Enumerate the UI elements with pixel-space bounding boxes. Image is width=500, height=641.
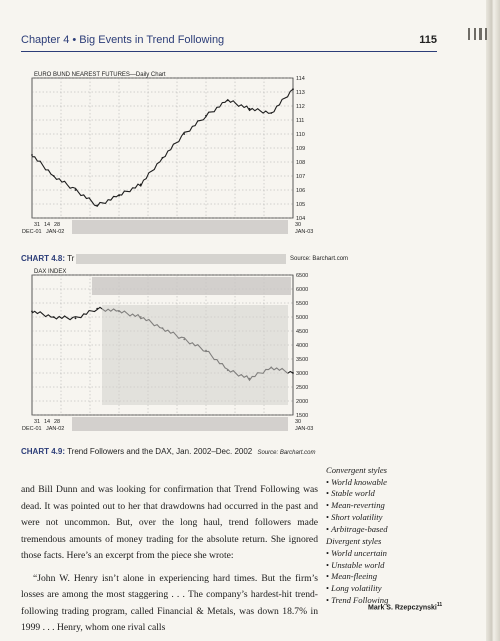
chart-4-9-caption <box>21 447 316 456</box>
data-point <box>292 88 294 90</box>
obscured-caption-text <box>76 254 286 264</box>
divergent-styles-title: Divergent styles <box>326 536 382 547</box>
data-point <box>162 157 164 159</box>
running-head <box>21 34 437 52</box>
x-tick-label: 30 <box>295 222 302 228</box>
list-item: • Mean-fleeing <box>326 571 446 583</box>
x-tick-label: 28 <box>54 419 61 425</box>
y-tick-label: 112 <box>296 104 305 110</box>
chart-4-9-source: Source: Barchart.com <box>257 450 316 456</box>
y-tick-label: 4000 <box>296 343 309 349</box>
y-tick-label: 113 <box>296 90 305 96</box>
data-point <box>31 311 33 313</box>
header-rule <box>21 51 437 52</box>
x-tick-label: 14 <box>44 222 51 228</box>
chart-4-8-caption <box>21 254 74 263</box>
y-tick-label: 3500 <box>296 357 309 363</box>
y-tick-label: 1500 <box>296 413 309 419</box>
margin-sidebar <box>326 465 446 607</box>
x-tick-label: JAN-02 <box>46 229 65 235</box>
chart-title: EURO BUND NEAREST FUTURES—Daily Chart <box>34 72 166 78</box>
euro-bund-chart <box>18 70 328 245</box>
data-point <box>31 154 33 156</box>
data-point <box>183 133 185 135</box>
body-text <box>21 482 318 637</box>
x-tick-label: 31 <box>34 222 41 228</box>
x-tick-label: 31 <box>34 419 41 425</box>
chart-4-8-title: Tr <box>67 254 75 263</box>
data-point <box>292 372 294 374</box>
data-point <box>53 175 55 177</box>
running-title: Chapter 4 • Big Events in Trend Following <box>21 34 225 46</box>
list-item: • Long volatility <box>326 583 446 595</box>
convergent-styles-list <box>326 477 446 536</box>
bookmark-ribbon <box>468 28 470 40</box>
data-point <box>249 108 251 110</box>
paragraph: “John W. Henry isn’t alone in experiencing hard times. But the firm’s losses are among the most staggering . . . The company’s hardest-hit trend-following trading program, called Financial & Metals, was down 18.7% in 1999 . . . Henry, whom one rival calls <box>21 572 318 633</box>
bookmark-ribbon <box>479 28 482 40</box>
y-tick-label: 107 <box>296 174 306 180</box>
y-tick-label: 106 <box>296 188 306 194</box>
y-tick-label: 110 <box>296 132 305 138</box>
obscured-title-area <box>92 277 291 295</box>
list-item: • Stable world <box>326 488 446 500</box>
y-tick-label: 6000 <box>296 287 309 293</box>
bookmark-ribbon <box>485 28 487 40</box>
chart-4-9-title: Trend Followers and the DAX, Jan. 2002–Dec. 2002 <box>67 447 253 456</box>
x-tick-label: 30 <box>295 419 302 425</box>
y-tick-label: 2000 <box>296 399 309 405</box>
list-item: • World knowable <box>326 477 446 489</box>
data-point <box>270 112 272 114</box>
data-point <box>205 115 207 117</box>
y-tick-label: 114 <box>296 76 305 82</box>
obscured-axis-labels <box>72 417 288 431</box>
y-tick-label: 5500 <box>296 301 309 307</box>
obscured-axis-labels <box>72 220 288 234</box>
y-tick-label: 3000 <box>296 371 309 377</box>
data-point <box>53 316 55 318</box>
data-point <box>140 184 142 186</box>
chart-4-8-source: Source: Barchart.com <box>290 256 349 262</box>
y-tick-label: 105 <box>296 202 306 208</box>
author-name: Mark S. Rzepczynski <box>368 604 437 612</box>
x-tick-label: JAN-03 <box>295 426 314 432</box>
bookmark-ribbon <box>474 28 476 40</box>
chart-4-8-label: CHART 4.8: <box>21 254 66 263</box>
x-tick-label: JAN-02 <box>46 426 65 432</box>
paragraph: and Bill Dunn and was looking for confirmation that Trend Following was dead. It was pointed out to her that drawdowns had occurred in the past and were not uncommon. But, over the long haul, trend followers made tremendous amounts of money trading for the absolute return. She ignored those facts. Here’s an excerpt from the piece she wrote: <box>21 484 318 561</box>
sidebar-attribution <box>368 602 442 611</box>
data-point <box>75 189 77 191</box>
data-point <box>96 205 98 207</box>
y-tick-label: 111 <box>296 118 305 124</box>
data-point <box>227 100 229 102</box>
convergent-styles-title: Convergent styles <box>326 465 388 475</box>
y-tick-label: 6500 <box>296 273 309 279</box>
x-tick-label: DEC-01 <box>22 229 42 235</box>
page-number: 115 <box>419 34 437 46</box>
data-point <box>75 318 77 320</box>
list-item: • Unstable world <box>326 560 446 572</box>
x-tick-label: 14 <box>44 419 51 425</box>
footnote-marker: 11 <box>436 602 443 608</box>
y-tick-label: 108 <box>296 160 306 166</box>
chart-title: DAX INDEX <box>34 269 67 275</box>
y-tick-label: 4500 <box>296 329 309 335</box>
chart-4-9-label: CHART 4.9: <box>21 447 66 456</box>
dax-index-chart <box>18 267 328 442</box>
divergent-styles-list <box>326 548 446 607</box>
page-edge-shadow <box>486 0 500 641</box>
y-tick-label: 104 <box>296 216 306 222</box>
x-tick-label: DEC-01 <box>22 426 42 432</box>
y-tick-label: 5000 <box>296 315 309 321</box>
data-point <box>96 308 98 310</box>
obscured-plot-area <box>102 305 288 405</box>
list-item: • Short volatility <box>326 512 446 524</box>
price-series-line <box>32 89 293 206</box>
y-tick-label: 2500 <box>296 385 309 391</box>
x-tick-label: 28 <box>54 222 61 228</box>
list-item: • Trend Following <box>326 595 446 607</box>
list-item: • Arbitrage-based <box>326 524 446 536</box>
data-point <box>118 195 120 197</box>
list-item: • Mean-reverting <box>326 500 446 512</box>
list-item: • World uncertain <box>326 548 446 560</box>
x-tick-label: JAN-03 <box>295 229 314 235</box>
y-tick-label: 109 <box>296 146 306 152</box>
